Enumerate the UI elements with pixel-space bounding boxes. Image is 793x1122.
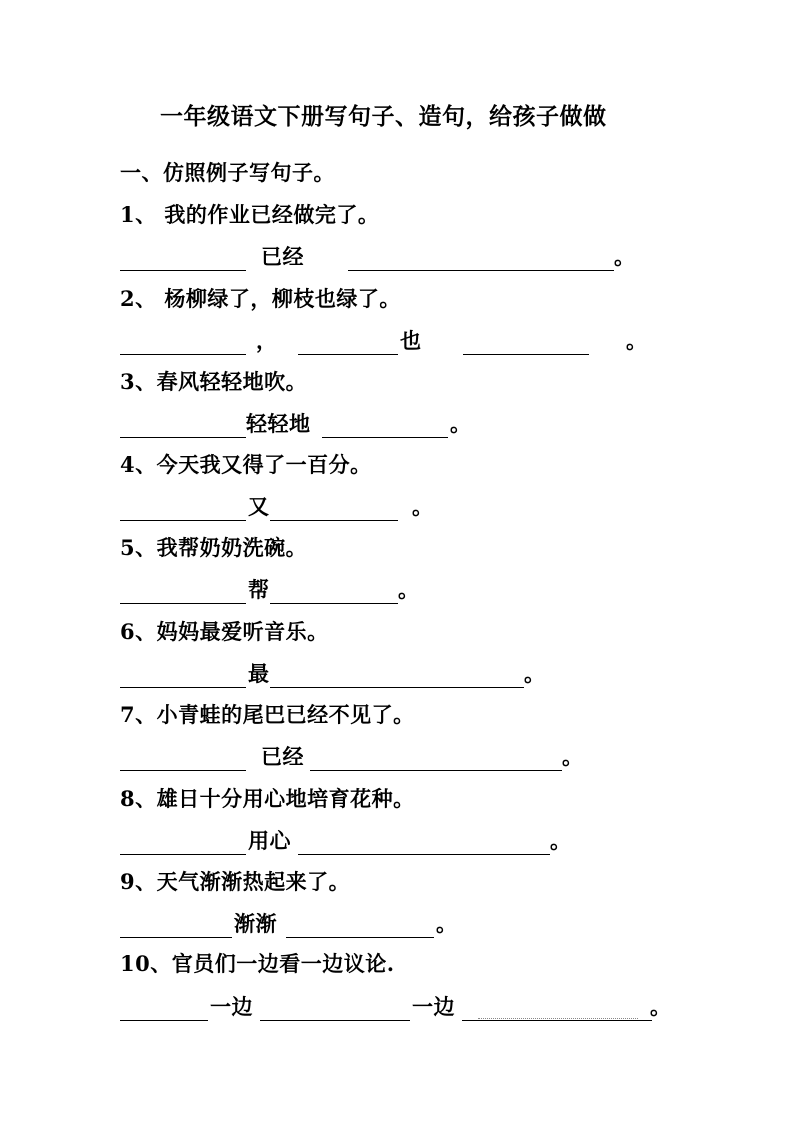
exercise-prompt-3: 3、春风轻轻地吹。 (120, 369, 308, 394)
exercise-prompt-5: 5、我帮奶奶洗碗。 (120, 535, 308, 560)
answer-blank[interactable] (120, 492, 246, 521)
exercise-prompt-6: 6、妈妈最爱听音乐。 (120, 619, 329, 644)
answer-blank[interactable] (286, 909, 434, 938)
answer-blank[interactable] (120, 409, 246, 438)
exercise-prompt-7: 7、小青蛙的尾巴已经不见了。 (120, 702, 415, 727)
comma: ， (256, 328, 278, 353)
answer-blank[interactable] (270, 575, 398, 604)
answer-blank[interactable] (120, 575, 246, 604)
exercise-prompt-4: 4、今天我又得了一百分。 (120, 452, 372, 477)
period: 。 (412, 494, 434, 519)
section-heading: 一、仿照例子写句子。 (120, 160, 335, 185)
answer-blank[interactable] (298, 326, 398, 355)
keyword: 也 (400, 328, 422, 353)
period: 。 (436, 911, 458, 936)
period: 。 (626, 328, 648, 353)
answer-blank[interactable] (270, 659, 524, 688)
keyword: 用心 (248, 828, 291, 853)
answer-blank[interactable] (120, 326, 246, 355)
answer-blank[interactable] (348, 242, 614, 271)
answer-blank[interactable] (463, 326, 589, 355)
keyword: 已经 (261, 744, 304, 769)
answer-blank[interactable] (120, 992, 208, 1021)
exercise-prompt-8: 8、雄日十分用心地培育花种。 (120, 786, 415, 811)
keyword: 一边 (412, 994, 455, 1019)
keyword: 已经 (261, 244, 304, 269)
answer-blank[interactable] (298, 826, 550, 855)
period: 。 (398, 577, 420, 602)
period: 。 (550, 828, 572, 853)
keyword: 最 (248, 661, 270, 686)
keyword: 渐渐 (234, 911, 277, 936)
answer-blank[interactable] (120, 826, 246, 855)
keyword: 帮 (248, 577, 270, 602)
period: 。 (524, 661, 546, 686)
period: 。 (450, 411, 472, 436)
exercise-prompt-10: 10、官员们一边看一边议论. (120, 951, 395, 976)
answer-blank[interactable] (310, 742, 562, 771)
answer-blank[interactable] (260, 992, 410, 1021)
answer-blank[interactable] (120, 909, 232, 938)
exercise-prompt-2: 2、 杨柳绿了，柳枝也绿了。 (120, 286, 401, 311)
keyword: 一边 (210, 994, 253, 1019)
keyword: 又 (248, 494, 270, 519)
answer-blank[interactable] (120, 659, 246, 688)
period: 。 (650, 994, 672, 1019)
faint-watermark-mark (478, 1012, 638, 1019)
answer-blank[interactable] (120, 242, 246, 271)
keyword: 轻轻地 (246, 411, 311, 436)
answer-blank[interactable] (270, 492, 398, 521)
answer-blank[interactable] (322, 409, 448, 438)
page-title: 一年级语文下册写句子、造句，给孩子做做 (160, 103, 607, 130)
period: 。 (562, 744, 584, 769)
period: 。 (614, 244, 636, 269)
exercise-prompt-9: 9、天气渐渐热起来了。 (120, 869, 351, 894)
answer-blank[interactable] (120, 742, 246, 771)
exercise-prompt-1: 1、 我的作业已经做完了。 (120, 202, 380, 227)
